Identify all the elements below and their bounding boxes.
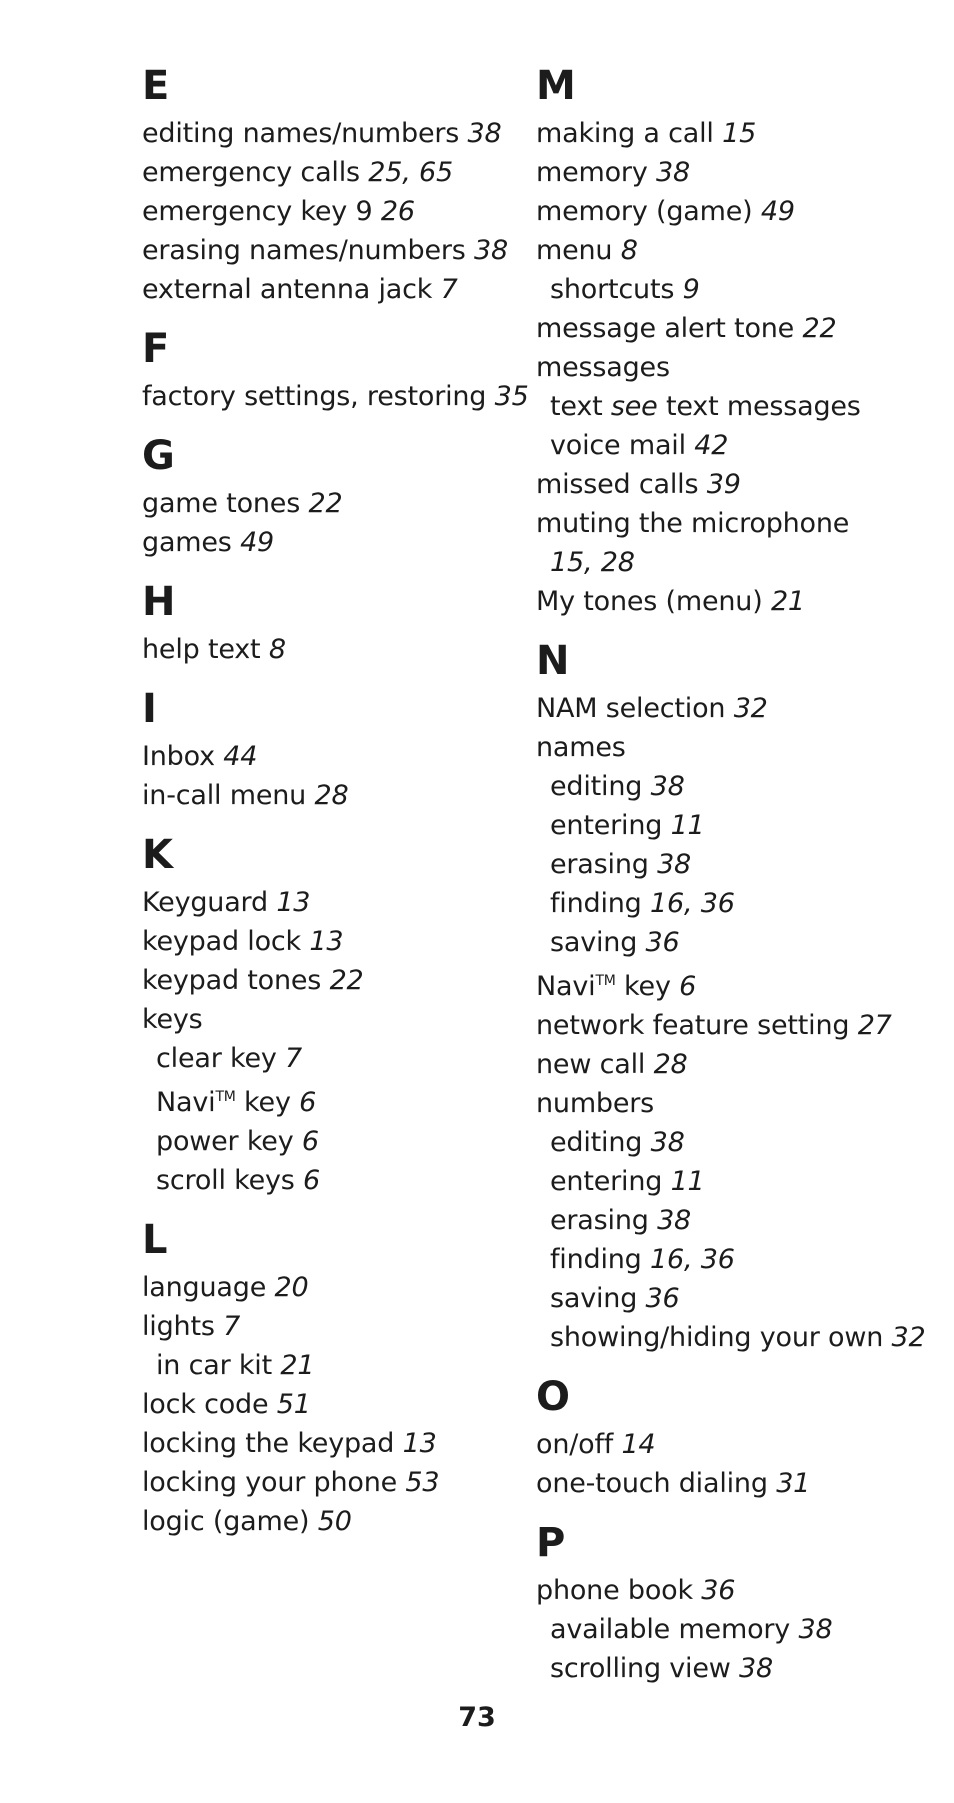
index-column-left [142, 62, 529, 1557]
entry-term: lock code [142, 1389, 269, 1420]
index-entry [536, 192, 936, 231]
index-entry [536, 728, 936, 767]
entry-term: erasing [550, 849, 649, 880]
page-reference: 27 [857, 1010, 892, 1041]
page-reference: 38 [798, 1614, 833, 1645]
index-entry [142, 737, 512, 776]
page-reference: 32 [891, 1322, 926, 1353]
entry-term: menu [536, 235, 613, 266]
entry-term: scroll keys [156, 1165, 295, 1196]
page-reference: 36 [645, 927, 680, 958]
page-reference: 6 [299, 1087, 317, 1118]
index-entry [536, 1084, 936, 1123]
index-entry [142, 961, 512, 1000]
entry-term: keys [142, 1004, 203, 1035]
entry-term: in-call menu [142, 780, 307, 811]
trademark-mark: TM [215, 1089, 236, 1105]
page-reference: 6 [301, 1126, 319, 1157]
entry-term: memory (game) [536, 196, 753, 227]
index-subentry [142, 1039, 512, 1078]
index-entry [142, 1385, 512, 1424]
index-subentry [142, 1161, 512, 1200]
page-reference: 38 [474, 235, 508, 266]
entry-term: My tones (menu) [536, 586, 763, 617]
page-reference: 7 [285, 1043, 303, 1074]
page-reference: 6 [679, 971, 697, 1002]
index-section [142, 831, 512, 1200]
entry-term: erasing [550, 1205, 649, 1236]
index-entry [536, 114, 936, 153]
section-letter-heading: H [142, 579, 176, 625]
entry-term: lights [142, 1311, 215, 1342]
index-entry [536, 231, 936, 270]
entry-term: showing/hiding your own [550, 1322, 884, 1353]
entry-term: making a call [536, 118, 714, 149]
index-subentry [536, 1649, 936, 1688]
entry-term: factory settings, restoring [142, 381, 487, 412]
entry-term: entering [550, 1166, 663, 1197]
entry-term: clear key [156, 1043, 277, 1074]
page-reference: 16, 36 [650, 888, 735, 919]
page-reference: 32 [733, 693, 768, 724]
entry-term: Navi [156, 1087, 216, 1118]
entry-term: Inbox [142, 741, 215, 772]
index-subentry [536, 1318, 936, 1357]
page-reference: 7 [223, 1311, 241, 1342]
index-subentry [536, 845, 936, 884]
page-reference: 38 [657, 1205, 692, 1236]
page-reference: 8 [268, 634, 286, 665]
index-section [536, 62, 936, 621]
index-subentry [142, 1078, 512, 1122]
entry-term: keypad tones [142, 965, 322, 996]
page-reference: 26 [380, 196, 415, 227]
page-reference: 51 [276, 1389, 311, 1420]
entry-term: network feature setting [536, 1010, 850, 1041]
page-reference: 49 [240, 527, 275, 558]
page-reference: 6 [303, 1165, 321, 1196]
entry-term: names [536, 732, 626, 763]
index-section [142, 685, 512, 815]
index-subentry [536, 923, 936, 962]
index-subentry [536, 1240, 936, 1279]
page-reference: 21 [770, 586, 805, 617]
page-reference: 50 [317, 1506, 352, 1537]
section-letter-heading: L [142, 1217, 168, 1263]
index-column-right [536, 62, 936, 1704]
page-reference: 9 [682, 274, 700, 305]
index-entry [536, 1045, 936, 1084]
entry-term: muting the microphone [536, 508, 850, 539]
entry-term: shortcuts [550, 274, 675, 305]
index-subentry [536, 1201, 936, 1240]
index-entry [142, 1000, 512, 1039]
page-reference: 21 [280, 1350, 315, 1381]
index-subentry [536, 884, 936, 923]
entry-term: editing [550, 771, 643, 802]
entry-term: available memory [550, 1614, 791, 1645]
index-subentry [536, 543, 936, 582]
entry-term: phone book [536, 1575, 693, 1606]
index-entry [142, 1463, 512, 1502]
page-reference: 11 [670, 1166, 705, 1197]
index-subentry [536, 1279, 936, 1318]
page-reference: 11 [670, 810, 705, 841]
index-subentry [536, 767, 936, 806]
page-reference: 15, 28 [550, 547, 635, 578]
page-reference: 14 [621, 1429, 656, 1460]
index-entry [536, 504, 936, 543]
page-reference: 31 [776, 1468, 811, 1499]
index-entry [142, 484, 512, 523]
entry-term: one-touch dialing [536, 1468, 768, 1499]
entry-term-suffix: key [235, 1087, 291, 1118]
entry-term: editing names/numbers [142, 118, 460, 149]
index-section [142, 325, 529, 416]
index-section [142, 62, 512, 309]
page-reference: 38 [467, 118, 502, 149]
page-reference: 38 [657, 849, 692, 880]
page-reference: 8 [620, 235, 638, 266]
entry-term: emergency calls [142, 157, 360, 188]
entry-term: locking your phone [142, 1467, 398, 1498]
entry-term: saving [550, 927, 638, 958]
index-section [536, 1519, 936, 1688]
page-reference: 20 [274, 1272, 309, 1303]
page-reference: 22 [308, 488, 343, 519]
entry-term: Keyguard [142, 887, 268, 918]
index-entry [142, 1268, 512, 1307]
page-reference: 39 [706, 469, 741, 500]
index-section [142, 1216, 512, 1541]
index-entry [142, 922, 512, 961]
page-reference: 16, 36 [650, 1244, 735, 1275]
index-entry [142, 1502, 512, 1541]
entry-term: editing [550, 1127, 643, 1158]
index-entry [536, 465, 936, 504]
entry-term-suffix: text messages [657, 391, 861, 422]
entry-term: games [142, 527, 232, 558]
index-subentry [536, 1610, 936, 1649]
entry-term: game tones [142, 488, 301, 519]
page-reference: 15 [722, 118, 757, 149]
page-reference: 13 [402, 1428, 437, 1459]
entry-term: on/off [536, 1429, 614, 1460]
index-subentry [142, 1122, 512, 1161]
entry-term: missed calls [536, 469, 699, 500]
index-section [142, 432, 512, 562]
page-reference: 22 [329, 965, 364, 996]
index-entry [536, 153, 936, 192]
index-entry [142, 192, 512, 231]
entry-term: emergency key 9 [142, 196, 373, 227]
entry-term-suffix: key [615, 971, 671, 1002]
section-letter-heading: P [536, 1520, 566, 1566]
entry-term: saving [550, 1283, 638, 1314]
page-reference: 28 [653, 1049, 688, 1080]
see-reference: see [610, 391, 658, 422]
index-subentry [536, 1123, 936, 1162]
page-reference: 42 [694, 430, 729, 461]
index-entry [142, 630, 512, 669]
index-subentry [536, 387, 936, 426]
index-section [536, 637, 936, 1357]
page-reference: 44 [223, 741, 258, 772]
entry-term: Navi [536, 971, 596, 1002]
page-reference: 36 [701, 1575, 736, 1606]
index-entry [536, 309, 936, 348]
entry-term: in car kit [156, 1350, 272, 1381]
page-reference: 28 [314, 780, 349, 811]
page-reference: 53 [405, 1467, 440, 1498]
entry-term: help text [142, 634, 261, 665]
entry-term: entering [550, 810, 663, 841]
index-section [536, 1373, 936, 1503]
entry-term: NAM selection [536, 693, 726, 724]
index-entry [142, 1424, 512, 1463]
page-reference: 49 [760, 196, 795, 227]
page-reference: 13 [276, 887, 311, 918]
index-entry [536, 1571, 936, 1610]
page-reference: 35 [494, 381, 529, 412]
entry-term: finding [550, 888, 642, 919]
entry-term: message alert tone [536, 313, 795, 344]
entry-term: scrolling view [550, 1653, 731, 1684]
entry-term: numbers [536, 1088, 655, 1119]
page-reference: 13 [309, 926, 344, 957]
entry-term: external antenna jack [142, 274, 433, 305]
index-entry [142, 776, 512, 815]
index-entry [142, 1307, 512, 1346]
index-entry [536, 582, 936, 621]
page-reference: 38 [656, 157, 690, 188]
page-reference: 38 [739, 1653, 774, 1684]
entry-term: erasing names/numbers [142, 235, 466, 266]
index-entry [142, 153, 512, 192]
section-letter-heading: K [142, 832, 173, 878]
page-reference: 38 [650, 1127, 685, 1158]
page-reference: 22 [802, 313, 837, 344]
page-number: 73 [458, 1702, 496, 1733]
index-entry [536, 1464, 936, 1503]
index-section [142, 578, 512, 669]
index-entry [536, 962, 936, 1006]
index-entry [142, 231, 512, 270]
entry-term: new call [536, 1049, 646, 1080]
index-entry [142, 523, 512, 562]
entry-term: power key [156, 1126, 294, 1157]
index-entry [142, 270, 512, 309]
entry-term: messages [536, 352, 670, 383]
entry-term: logic (game) [142, 1506, 310, 1537]
page-reference: 25, 65 [368, 157, 453, 188]
section-letter-heading: E [142, 63, 170, 109]
entry-term: memory [536, 157, 648, 188]
page-reference: 7 [440, 274, 458, 305]
entry-term: finding [550, 1244, 642, 1275]
index-entry [536, 1006, 936, 1045]
index-entry [536, 689, 936, 728]
entry-term: locking the keypad [142, 1428, 395, 1459]
entry-term: keypad lock [142, 926, 301, 957]
index-entry [142, 883, 512, 922]
entry-term: voice mail [550, 430, 686, 461]
index-subentry [536, 270, 936, 309]
index-entry [536, 348, 936, 387]
page-reference: 38 [650, 771, 685, 802]
index-entry [142, 114, 512, 153]
index-subentry [536, 426, 936, 465]
index-subentry [536, 1162, 936, 1201]
entry-term: text [550, 391, 603, 422]
section-letter-heading: G [142, 433, 175, 479]
index-subentry [536, 806, 936, 845]
section-letter-heading: M [536, 63, 576, 109]
entry-term: language [142, 1272, 267, 1303]
section-letter-heading: N [536, 638, 570, 684]
index-entry [142, 377, 529, 416]
section-letter-heading: I [142, 686, 157, 732]
index-entry [536, 1425, 936, 1464]
trademark-mark: TM [595, 973, 616, 989]
section-letter-heading: O [536, 1374, 571, 1420]
section-letter-heading: F [142, 326, 170, 372]
index-subentry [142, 1346, 512, 1385]
page-reference: 36 [645, 1283, 680, 1314]
